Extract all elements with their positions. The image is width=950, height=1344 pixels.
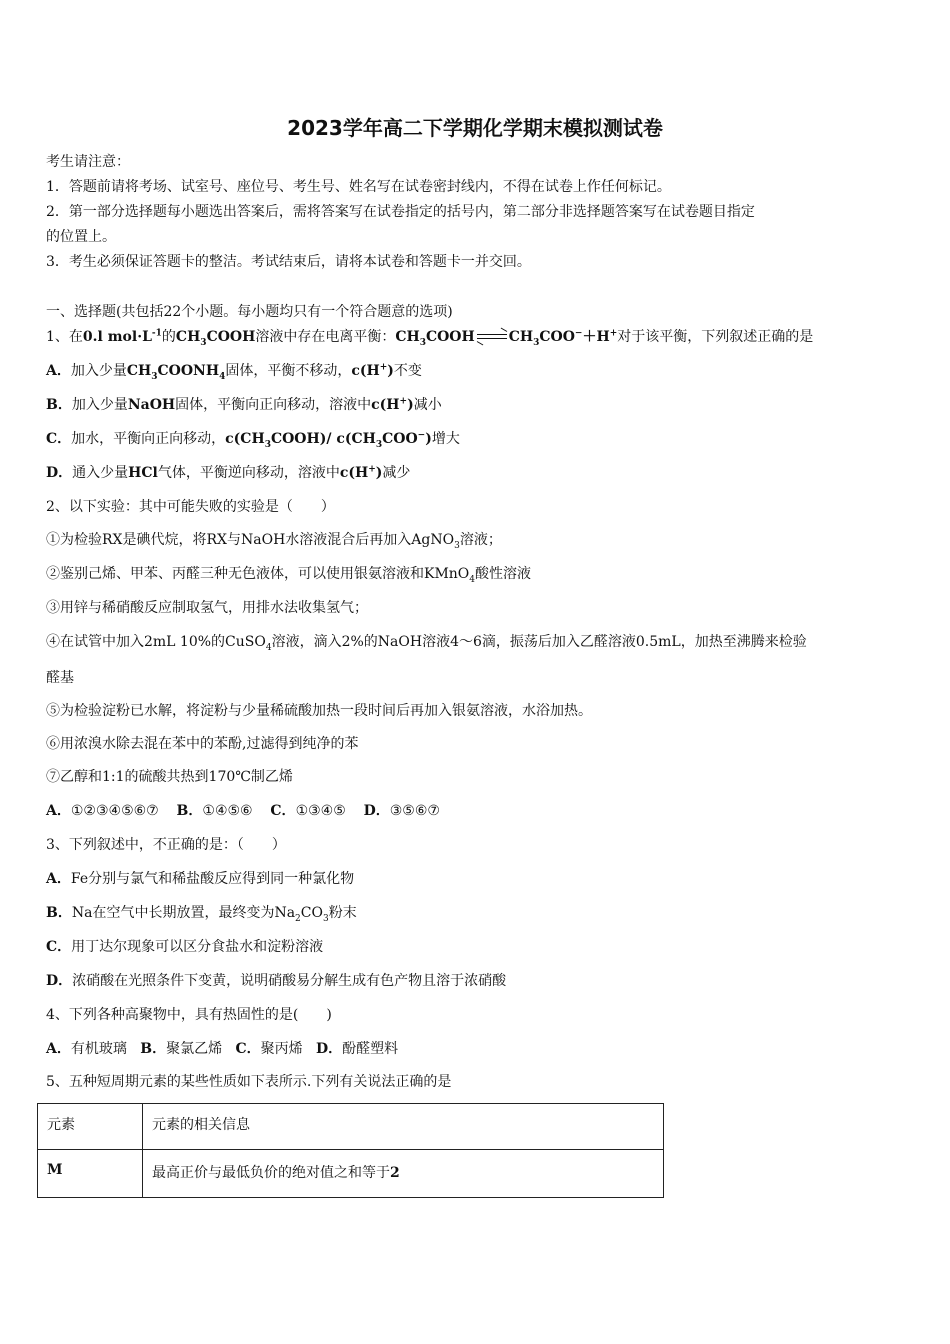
q3-option-b: B．Na在空气中长期放置，最终变为$Na_2CO_3$粉末	[46, 905, 357, 924]
table-header-row	[38, 1104, 664, 1150]
table-header-element: 元素	[38, 1104, 143, 1150]
notice-item-2: 2．第一部分选择题每小题选出答案后，需将答案写在试卷指定的括号内，第二部分非选择题答案写在试卷题目指定	[46, 204, 755, 220]
q3-stem: 3、下列叙述中，不正确的是：（ ）	[46, 837, 286, 853]
q1-option-d: D．通入少量HCl气体，平衡逆向移动，溶液中c(H+)减少	[46, 464, 411, 481]
notice-item-1: 1．答题前请将考场、试室号、座位号、考生号、姓名写在试卷密封线内，不得在试卷上作任何标记。	[46, 179, 671, 195]
q1-option-b: B．加入少量NaOH固体，平衡向正向移动，溶液中c(H+)减小	[46, 396, 442, 413]
q4-options: A．有机玻璃 B．聚氯乙烯 C．聚丙烯 D．酚醛塑料	[46, 1041, 399, 1057]
table-cell-element: M	[38, 1150, 143, 1198]
q1-option-a: A．加入少量$CH_3COONH_4$固体，平衡不移动，c(H+)不变	[46, 362, 422, 382]
section-heading: 一、选择题(共包括22个小题。每小题均只有一个符合题意的选项)	[46, 304, 453, 320]
q2-stem: 2、以下实验：其中可能失败的实验是（ ）	[46, 499, 335, 515]
q2-item-2: ②鉴别己烯、甲苯、丙醛三种无色液体，可以使用银氨溶液和KMnO$_4$酸性溶液	[46, 566, 532, 585]
q1-stem: 1、在0.l $mol\cdot L^{-1}$的$CH_3COOH$溶液中存在电离平衡：$CH_3COOH$ $CH_3COO^-+H^+$对于该平衡，下列叙述正确的是	[46, 328, 814, 348]
q5-stem: 5、五种短周期元素的某些性质如下表所示.下列有关说法正确的是	[46, 1074, 452, 1090]
element-info-table	[37, 1103, 664, 1198]
q2-item-3: ③用锌与稀硝酸反应制取氢气，用排水法收集氢气；	[46, 600, 368, 616]
table-header-info: 元素的相关信息	[143, 1104, 664, 1150]
q2-item-5: ⑤为检验淀粉已水解，将淀粉与少量稀硫酸加热一段时间后再加入银氨溶液，水浴加热。	[46, 703, 592, 719]
page-title: 2023学年高二下学期化学期末模拟测试卷	[287, 116, 663, 140]
q4-stem: 4、下列各种高聚物中，具有热固性的是( )	[46, 1007, 332, 1023]
table-row	[38, 1150, 664, 1198]
q2-item-6: ⑥用浓溴水除去混在苯中的苯酚,过滤得到纯净的苯	[46, 736, 359, 752]
q2-item-4-cont: 醛基	[46, 670, 74, 686]
q3-option-c: C．用丁达尔现象可以区分食盐水和淀粉溶液	[46, 939, 324, 955]
notice-item-3: 3．考生必须保证答题卡的整洁。考试结束后，请将本试卷和答题卡一并交回。	[46, 254, 531, 270]
notice-item-2-cont: 的位置上。	[46, 229, 116, 245]
table-cell-info: 最高正价与最低负价的绝对值之和等于2	[143, 1150, 664, 1198]
notice-heading: 考生请注意：	[46, 154, 130, 170]
q2-item-7: ⑦乙醇和1:1的硫酸共热到170℃制乙烯	[46, 769, 293, 785]
q2-options: A．①②③④⑤⑥⑦ B．①④⑤⑥ C．①③④⑤ D．③⑤⑥⑦	[46, 803, 440, 819]
q2-item-4: ④在试管中加入2mL 10%的CuSO$_4$溶液，滴入2%的NaOH溶液4～6滴，振荡后加入乙醛溶液0.5mL，加热至沸腾来检验	[46, 634, 807, 653]
q2-item-1: ①为检验RX是碘代烷，将RX与NaOH水溶液混合后再加入AgNO$_3$溶液；	[46, 532, 502, 551]
q3-option-a: A．Fe分别与氯气和稀盐酸反应得到同一种氯化物	[46, 871, 355, 887]
q3-option-d: D．浓硝酸在光照条件下变黄，说明硝酸易分解生成有色产物且溶于浓硝酸	[46, 973, 507, 989]
q1-option-c: C．加水，平衡向正向移动，$c(CH_3COOH)/$ $c(CH_3COO^-)$增大	[46, 430, 460, 450]
equilibrium-arrow-icon	[475, 330, 509, 344]
